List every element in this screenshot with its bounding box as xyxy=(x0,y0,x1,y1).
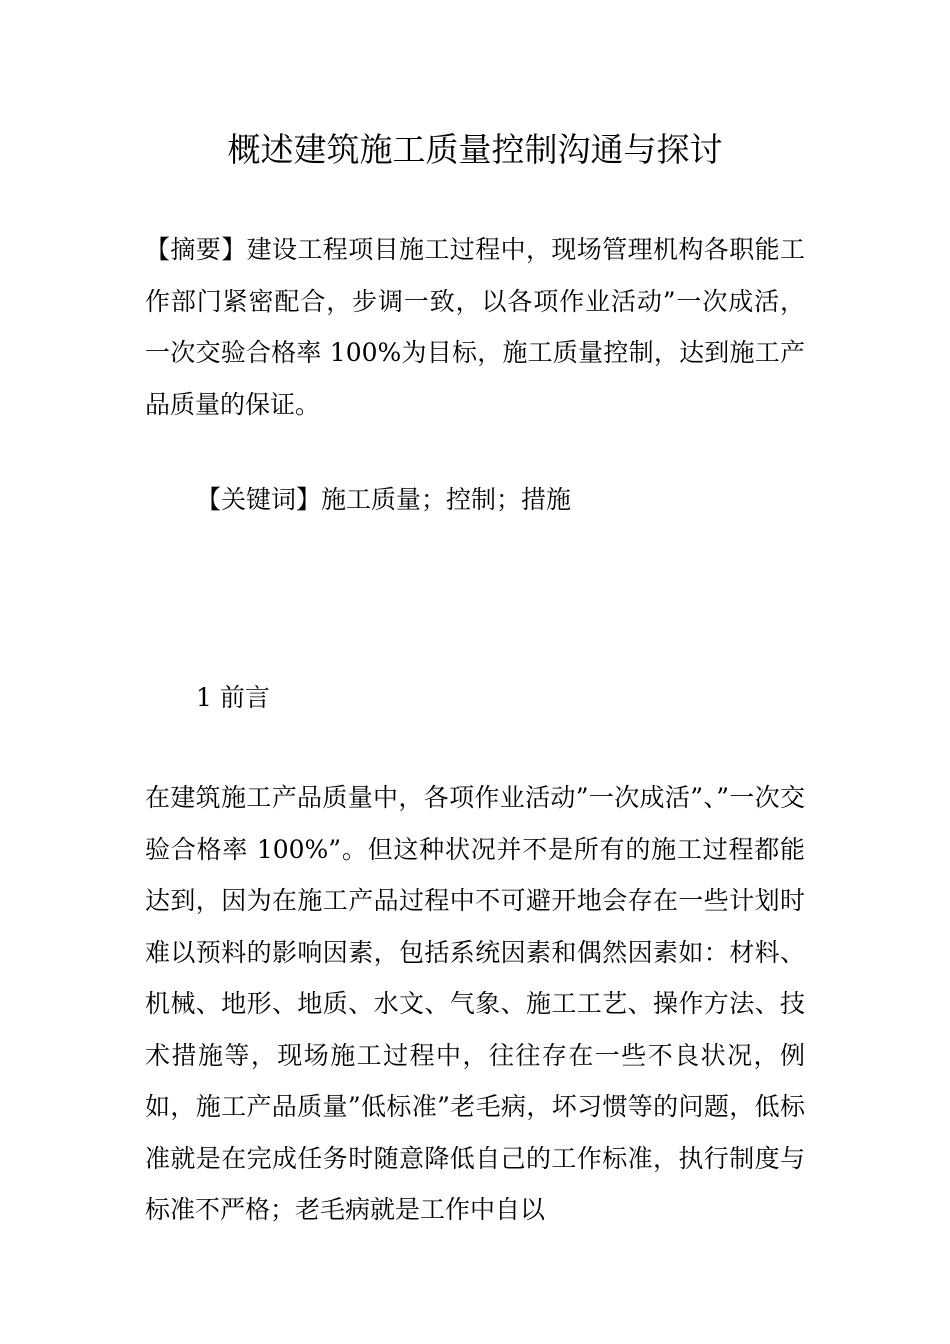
section-heading: 1 前言 xyxy=(196,683,270,712)
keywords-line: 【关键词】施工质量；控制；措施 xyxy=(196,485,572,514)
document-title: 概述建筑施工质量控制沟通与探讨 xyxy=(227,130,723,169)
abstract-paragraph: 【摘要】建设工程项目施工过程中，现场管理机构各职能工作部门紧密配合，步调一致，以各项作业活动”一次成活，一次交验合格率 100%为目标，施工质量控制，达到施工产品质量的保证。 xyxy=(145,235,805,419)
body-paragraph: 在建筑施工产品质量中，各项作业活动”一次成活”、”一次交验合格率 100%”。但这种状况并不是所有的施工过程都能达到，因为在施工产品过程中不可避开地会存在一些计划时难以预料的影响因素，包括系统因素和偶然因素如：材料、机械、地形、地质、水文、气象、施工工艺、操作方法、技术措施等，现场施工过程中，往往存在一些不良状况，例如，施工产品质量”低标准”老毛病，坏习惯等的问题，低标准就是在完成任务时随意降低自己的工作标准，执行制度与标准不严格；老毛病就是工作中自以 xyxy=(145,783,805,1224)
